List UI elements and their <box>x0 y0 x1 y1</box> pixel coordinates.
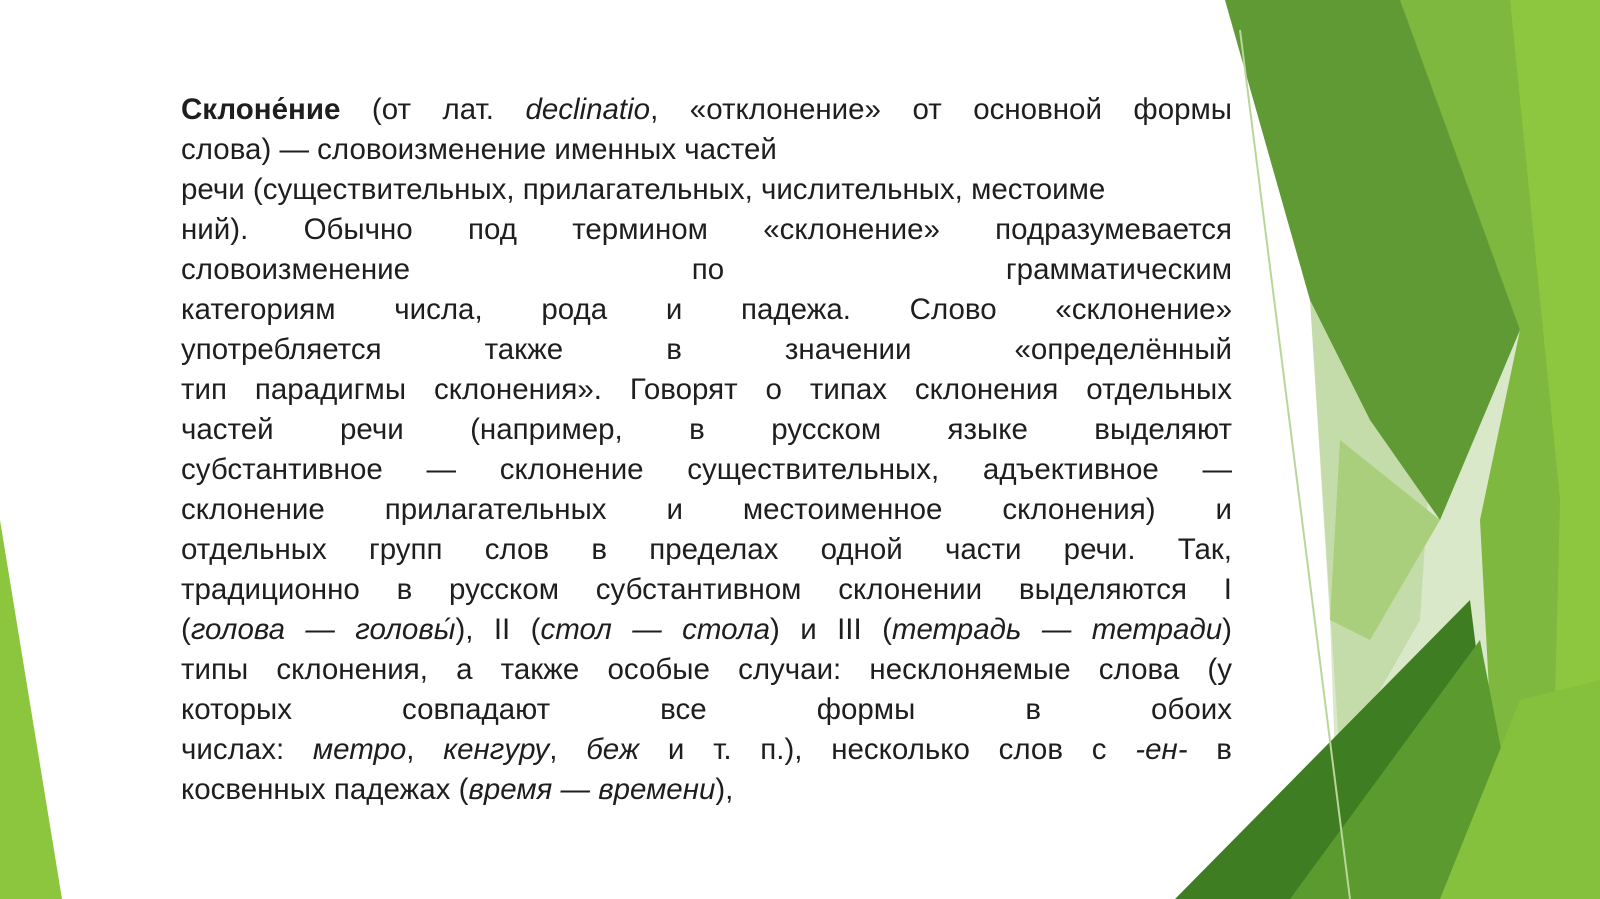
paragraph-line <box>181 290 1232 330</box>
text-segment: употребляется также в значении «определённый <box>181 333 1232 366</box>
text-segment: ), <box>715 773 734 806</box>
paragraph-line <box>181 570 1232 610</box>
paragraph-line <box>181 690 1232 730</box>
paragraph-line <box>181 410 1232 450</box>
paragraph-line <box>181 250 1232 290</box>
italic-example: кенгуру <box>443 733 550 766</box>
text-segment: , <box>406 733 444 766</box>
term-bold: Склоне́ние <box>181 93 341 126</box>
text-segment: речи (существительных, прилагательных, числительных, местоиме <box>181 173 1106 206</box>
text-segment: ) <box>1222 613 1232 646</box>
text-segment: косвенных падежах ( <box>181 773 469 806</box>
paragraph-line <box>181 490 1232 530</box>
definition-paragraph <box>181 90 1232 810</box>
italic-example: голова — головы́ <box>190 613 456 646</box>
paragraph-line <box>181 370 1232 410</box>
paragraph-line <box>181 770 1232 810</box>
paragraph-line <box>181 610 1232 650</box>
paragraph-line <box>181 130 1232 170</box>
paragraph-line <box>181 730 1232 770</box>
text-segment: в <box>1187 733 1232 766</box>
text-segment: субстантивное — склонение существительных, адъективное — <box>181 453 1232 486</box>
text-segment: числах: <box>181 733 313 766</box>
text-segment: слова) — словоизменение именных частей <box>181 133 777 166</box>
text-segment: ний). Обычно под термином «склонение» подразумевается <box>181 213 1232 246</box>
italic-example: метро <box>312 733 407 766</box>
paragraph-line <box>181 330 1232 370</box>
paragraph-line <box>181 650 1232 690</box>
text-segment: которых совпадают все формы в обоих <box>181 693 1232 726</box>
italic-example: -ен- <box>1135 733 1188 766</box>
text-segment: категориям числа, рода и падежа. Слово «склонение» <box>181 293 1232 326</box>
text-segment: отдельных групп слов в пределах одной части речи. Так, <box>181 533 1232 566</box>
text-segment: ), II ( <box>455 613 541 646</box>
italic-example: declinatio <box>525 93 651 126</box>
text-segment: и т. п.), несколько слов с <box>639 733 1136 766</box>
text-segment: склонение прилагательных и местоименное склонения) и <box>181 493 1232 526</box>
text-segment: словоизменение по грамматическим <box>181 253 1232 286</box>
text-segment: тип парадигмы склонения». Говорят о типах склонения отдельных <box>181 373 1232 406</box>
left-green-wedge <box>0 520 62 899</box>
italic-example: время — времени <box>468 773 716 806</box>
text-segment: традиционно в русском субстантивном склонении выделяются I <box>181 573 1232 606</box>
italic-example: тетрадь — тетради <box>891 613 1223 646</box>
paragraph-line <box>181 170 1232 210</box>
paragraph-line <box>181 210 1232 250</box>
text-segment: (от лат. <box>340 93 526 126</box>
text-segment: ) и III ( <box>769 613 892 646</box>
paragraph-line <box>181 90 1232 130</box>
text-segment: частей речи (например, в русском языке выделяют <box>181 413 1232 446</box>
italic-example: стол — стола <box>540 613 770 646</box>
text-segment: , <box>549 733 587 766</box>
text-segment: ( <box>181 613 191 646</box>
text-segment: типы склонения, а также особые случаи: несклоняемые слова (у <box>181 653 1232 686</box>
paragraph-line <box>181 450 1232 490</box>
italic-example: беж <box>586 733 640 766</box>
paragraph-line <box>181 530 1232 570</box>
text-segment: , «отклонение» от основной формы <box>650 93 1233 126</box>
